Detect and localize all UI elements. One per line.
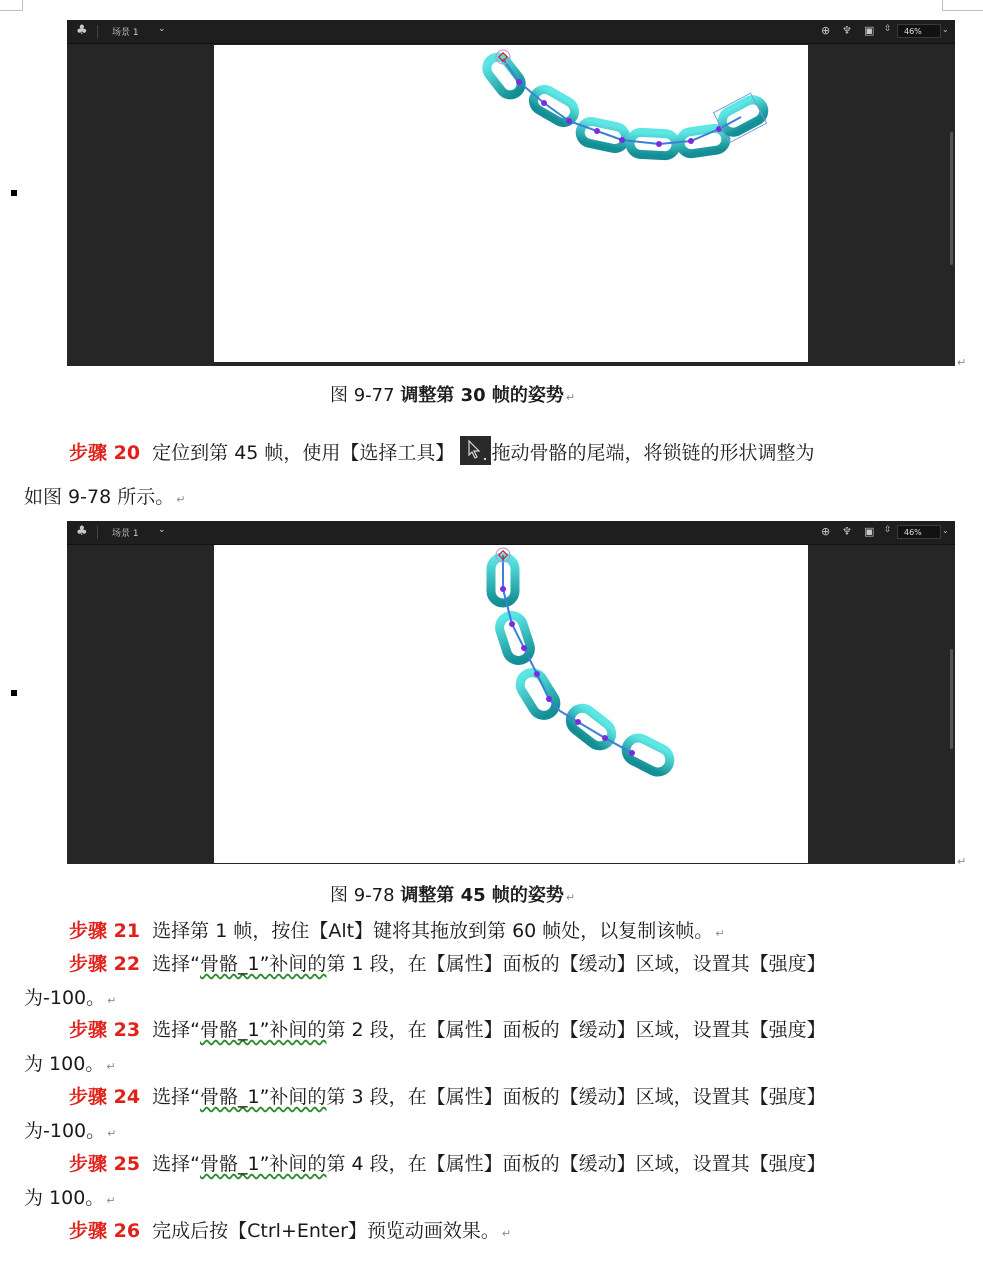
step-text: 第 4 段，在【属性】面板的【缓动】区域，设置其【强度】	[326, 1153, 826, 1175]
figure-number: 图 9-77	[330, 385, 395, 406]
step-paragraph	[69, 1216, 511, 1243]
zoom-input[interactable]: 46%	[897, 24, 941, 38]
page-corner-mark-left	[0, 0, 23, 11]
step-paragraph	[69, 1082, 826, 1109]
rotate-icon[interactable]: ♆	[842, 24, 852, 37]
page-corner-mark-right	[942, 0, 983, 11]
step-text: 第 2 段，在【属性】面板的【缓动】区域，设置其【强度】	[326, 1019, 826, 1041]
figure-number: 图 9-78	[330, 885, 395, 906]
step-text: 拖动骨骼的尾端，将锁链的形状调整为	[491, 442, 815, 464]
step-text: 选择“	[152, 1086, 200, 1108]
zoom-stepper-icon[interactable]: ⇳	[884, 24, 892, 34]
step-label: 步骤 22	[69, 953, 141, 975]
spellcheck-underlined-text: 骨骼_1”补间的	[200, 1086, 327, 1108]
step-text: 第 1 段，在【属性】面板的【缓动】区域，设置其【强度】	[326, 953, 826, 975]
figure-title: 调整第 30 帧的姿势	[400, 385, 564, 406]
step-text: 选择“	[152, 1019, 200, 1041]
scene-name[interactable]: 场景 1	[112, 28, 139, 38]
chevron-down-icon[interactable]: ⌄	[158, 24, 166, 34]
step-text: 定位到第 45 帧，使用【选择工具】	[152, 442, 455, 464]
chevron-down-icon[interactable]: ⌄	[158, 525, 166, 535]
chevron-down-icon[interactable]: ⌄	[942, 526, 949, 535]
center-stage-icon[interactable]: ⊕	[821, 24, 831, 37]
step-label: 步骤 26	[69, 1220, 141, 1242]
paragraph-mark: ↵	[107, 994, 117, 1007]
step-text: 为 100。	[24, 1187, 105, 1209]
clip-icon[interactable]: ▣	[864, 525, 875, 538]
figure-title: 调整第 45 帧的姿势	[400, 885, 564, 906]
selection-tool-icon	[460, 436, 491, 465]
editor-toolbar	[67, 20, 955, 44]
paragraph-mark: ↵	[107, 1127, 117, 1140]
step-label: 步骤 23	[69, 1019, 141, 1041]
step-text: 选择“	[152, 1153, 200, 1175]
step-paragraph	[69, 1015, 826, 1042]
zoom-input[interactable]: 46%	[897, 525, 941, 539]
paragraph-mark: ↵	[501, 1227, 512, 1240]
step-text: 第 3 段，在【属性】面板的【缓动】区域，设置其【强度】	[326, 1086, 826, 1108]
scene-icon[interactable]: ♣	[76, 23, 88, 38]
step-paragraph-continuation	[24, 482, 185, 509]
stage-canvas[interactable]	[214, 45, 808, 362]
step-label: 步骤 25	[69, 1153, 141, 1175]
step-label: 步骤 20	[69, 442, 141, 464]
paragraph-mark: ↵	[565, 891, 576, 904]
step-label: 步骤 21	[69, 920, 141, 942]
chain-illustration	[214, 545, 808, 863]
step-paragraph-continuation	[24, 1049, 116, 1076]
paragraph-mark: ↵	[957, 356, 967, 369]
center-stage-icon[interactable]: ⊕	[821, 525, 831, 538]
paragraph-mark: ↵	[176, 493, 186, 506]
step-paragraph-continuation	[24, 1183, 116, 1210]
toolbar-divider	[97, 25, 98, 38]
step-text: 选择“	[152, 953, 200, 975]
animate-editor-screenshot	[67, 20, 955, 366]
spellcheck-underlined-text: 骨骼_1”补间的	[200, 953, 327, 975]
chevron-down-icon[interactable]: ⌄	[942, 25, 949, 34]
clip-icon[interactable]: ▣	[864, 24, 875, 37]
zoom-stepper-icon[interactable]: ⇳	[884, 525, 892, 535]
step-label: 步骤 24	[69, 1086, 141, 1108]
step-paragraph	[69, 1149, 826, 1176]
figure-caption	[330, 881, 575, 907]
vertical-scrollbar[interactable]	[950, 649, 953, 749]
paragraph-mark: ↵	[106, 1060, 116, 1073]
animate-editor-screenshot	[67, 521, 955, 864]
scene-name[interactable]: 场景 1	[112, 529, 139, 539]
vertical-scrollbar[interactable]	[950, 132, 953, 265]
paragraph-mark: ↵	[715, 927, 725, 940]
paragraph-mark: ↵	[565, 391, 576, 404]
list-bullet	[11, 690, 17, 696]
editor-toolbar	[67, 521, 955, 545]
rotate-icon[interactable]: ♆	[842, 525, 852, 538]
spellcheck-underlined-text: 骨骼_1”补间的	[200, 1019, 327, 1041]
step-paragraph	[69, 949, 826, 976]
paragraph-mark: ↵	[957, 855, 967, 868]
toolbar-divider	[97, 526, 98, 539]
list-bullet	[11, 190, 17, 196]
stage-canvas[interactable]	[214, 545, 808, 863]
paragraph-mark: ↵	[106, 1194, 116, 1207]
step-paragraph	[69, 916, 725, 943]
step-paragraph	[69, 436, 814, 465]
figure-caption	[330, 381, 575, 407]
step-paragraph-continuation	[24, 983, 116, 1010]
step-text: 完成后按【Ctrl+Enter】预览动画效果。	[152, 1220, 500, 1242]
step-text: 为-100。	[24, 1120, 106, 1142]
step-text: 选择第 1 帧，按住【Alt】键将其拖放到第 60 帧处，以复制该帧。	[152, 920, 714, 942]
step-text: 如图 9-78 所示。	[24, 486, 175, 508]
scene-icon[interactable]: ♣	[76, 524, 88, 539]
step-paragraph-continuation	[24, 1116, 116, 1143]
step-text: 为 100。	[24, 1053, 105, 1075]
chain-illustration	[214, 45, 808, 362]
spellcheck-underlined-text: 骨骼_1”补间的	[200, 1153, 327, 1175]
step-text: 为-100。	[24, 987, 106, 1009]
